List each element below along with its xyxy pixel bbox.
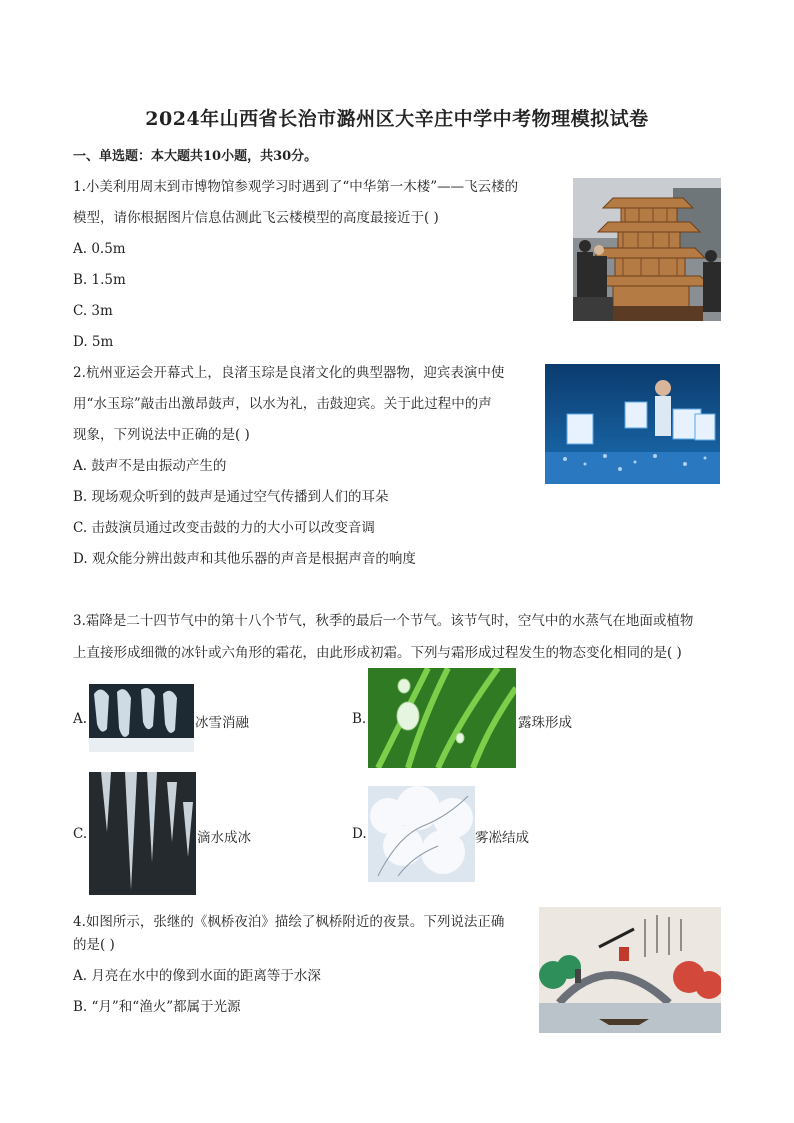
pavilion-model-photo bbox=[573, 178, 721, 321]
q3-stem-line-1: 3.霜降是二十四节气中的第十八个节气，秋季的最后一个节气。该节气时，空气中的水蒸气在地面或植物 bbox=[73, 613, 694, 629]
dew-drops-photo bbox=[368, 668, 516, 768]
q3-option-d-text: 雾凇结成 bbox=[475, 830, 529, 846]
rime-frost-photo bbox=[368, 786, 475, 882]
section-heading: 一、单选题：本大题共10小题，共30分。 bbox=[73, 149, 318, 164]
q3-option-b-text: 露珠形成 bbox=[518, 715, 572, 731]
q4-stem-line-1: 4.如图所示，张继的《枫桥夜泊》描绘了枫桥附近的夜景。下列说法正确 bbox=[73, 914, 505, 930]
icicles-photo bbox=[89, 772, 196, 895]
q3-option-c-letter: C. bbox=[73, 826, 88, 842]
q3-option-d-letter: D. bbox=[352, 826, 367, 842]
q3-option-a-letter: A. bbox=[73, 711, 88, 727]
maple-bridge-painting bbox=[539, 907, 721, 1033]
q3-option-c-text: 滴水成冰 bbox=[197, 830, 251, 846]
q2-option-c: C. 击鼓演员通过改变击鼓的力的大小可以改变音调 bbox=[73, 520, 375, 536]
q2-stem-line-1: 2.杭州亚运会开幕式上，良渚玉琮是良渚文化的典型器物，迎宾表演中使 bbox=[73, 365, 505, 381]
q1-stem-line-2: 模型，请你根据图片信息估测此飞云楼模型的高度最接近于( ) bbox=[73, 210, 439, 226]
q2-option-b: B. 现场观众听到的鼓声是通过空气传播到人们的耳朵 bbox=[73, 489, 389, 505]
q2-option-d: D. 观众能分辨出鼓声和其他乐器的声音是根据声音的响度 bbox=[73, 551, 416, 567]
q3-option-a-text: 冰雪消融 bbox=[195, 715, 249, 731]
q1-option-d: D. 5m bbox=[73, 334, 114, 350]
q4-option-a: A. 月亮在水中的像到水面的距离等于水深 bbox=[73, 968, 321, 984]
q2-stem-line-2: 用“水玉琮”敲击出激昂鼓声，以水为礼，击鼓迎宾。关于此过程中的声 bbox=[73, 396, 492, 412]
q2-stem-line-3: 现象，下列说法中正确的是( ) bbox=[73, 427, 250, 443]
q1-option-b: B. 1.5m bbox=[73, 272, 126, 288]
drum-performance-photo bbox=[545, 364, 720, 484]
melting-ice-photo bbox=[89, 684, 194, 752]
q1-stem-line-1: 1.小美利用周末到市博物馆参观学习时遇到了“中华第一木楼”——飞云楼的 bbox=[73, 179, 519, 195]
q4-stem-line-2: 的是( ) bbox=[73, 937, 115, 953]
q1-option-a: A. 0.5m bbox=[73, 241, 126, 257]
page-title: 2024年山西省长治市潞州区大辛庄中学中考物理模拟试卷 bbox=[145, 108, 649, 130]
q1-option-c: C. 3m bbox=[73, 303, 113, 319]
q3-option-b-letter: B. bbox=[352, 711, 367, 727]
q2-option-a: A. 鼓声不是由振动产生的 bbox=[73, 458, 227, 474]
q4-option-b: B. “月”和“渔火”都属于光源 bbox=[73, 999, 241, 1015]
q3-stem-line-2: 上直接形成细微的冰针或六角形的霜花，由此形成初霜。下列与霜形成过程发生的物态变化相同的是( ) bbox=[73, 645, 682, 661]
